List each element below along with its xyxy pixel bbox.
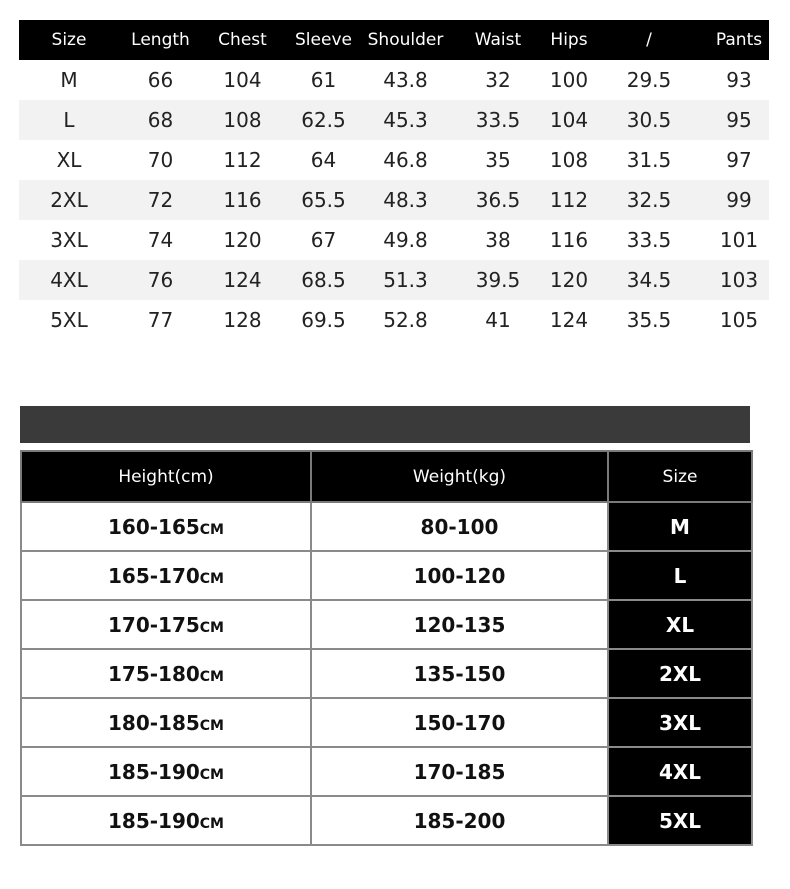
height-range: 165-170	[107, 563, 200, 588]
height-cell	[21, 551, 311, 600]
table-row	[21, 551, 752, 600]
header-sleeve: Sleeve	[283, 20, 364, 60]
table-cell: 108	[549, 148, 589, 172]
table-cell: 36.5	[447, 180, 549, 220]
table-row	[21, 502, 752, 551]
table-cell: 61	[310, 68, 337, 92]
table-row	[21, 747, 752, 796]
table-cell: 2XL	[19, 180, 119, 220]
height-unit: CM	[199, 570, 224, 587]
table-cell: 116	[549, 228, 589, 252]
size-cell: L	[608, 551, 752, 600]
table-cell: XL	[56, 148, 82, 172]
table-cell: 95	[709, 100, 769, 140]
table-row	[21, 796, 752, 845]
table-row	[19, 140, 769, 180]
height-range: 160-165	[107, 514, 200, 539]
table-cell: 124	[202, 260, 283, 300]
table-row	[19, 60, 769, 100]
table-row	[21, 698, 752, 747]
header-pants: Pants	[709, 20, 769, 60]
table-cell: 124	[549, 308, 589, 332]
header-weight: Weight(kg)	[311, 451, 608, 502]
table-cell: 4XL	[19, 260, 119, 300]
height-range: 180-185	[107, 710, 200, 735]
table-cell: 32.5	[589, 180, 709, 220]
table-row	[19, 180, 769, 220]
header-chest: Chest	[202, 20, 283, 60]
table-cell: 93	[726, 68, 752, 92]
header-size: Size	[19, 20, 119, 60]
height-range: 185-190	[107, 759, 200, 784]
table-cell: 51.3	[364, 260, 447, 300]
table-cell: 77	[147, 308, 174, 332]
height-unit: CM	[199, 717, 224, 734]
table-cell: 65.5	[283, 180, 364, 220]
table-cell: 112	[549, 180, 589, 220]
height-cell	[21, 649, 311, 698]
size-cell: 5XL	[608, 796, 752, 845]
header-waist: Waist	[447, 20, 549, 60]
weight-cell: 185-200	[311, 796, 608, 845]
height-unit: CM	[199, 766, 224, 783]
table-cell: 101	[719, 228, 759, 252]
size-cell: 4XL	[608, 747, 752, 796]
table-cell: 120	[549, 260, 589, 300]
table-cell: 104	[549, 100, 589, 140]
table-cell: 33.5	[626, 228, 672, 252]
table-row	[19, 100, 769, 140]
table-cell: 120	[223, 228, 262, 252]
height-weight-table	[20, 450, 753, 846]
weight-cell: 100-120	[311, 551, 608, 600]
table-cell: 49.8	[383, 228, 428, 252]
table-cell: 76	[119, 260, 202, 300]
height-unit: CM	[199, 521, 224, 538]
height-weight-header-row	[21, 451, 752, 502]
height-range: 185-190	[107, 808, 200, 833]
table-cell: 43.8	[383, 68, 428, 92]
size-cell: XL	[608, 600, 752, 649]
size-cell: M	[608, 502, 752, 551]
table-cell: 35.5	[626, 308, 672, 332]
header-height: Height(cm)	[21, 451, 311, 502]
table-cell: 104	[223, 68, 262, 92]
table-cell: 99	[709, 180, 769, 220]
table-cell: M	[60, 68, 78, 92]
table-row	[19, 220, 769, 260]
height-cell	[21, 796, 311, 845]
height-unit: CM	[199, 668, 224, 685]
table-cell: 45.3	[364, 100, 447, 140]
size-chart-header-row	[19, 20, 769, 60]
table-cell: 33.5	[447, 100, 549, 140]
height-unit: CM	[199, 815, 224, 832]
table-cell: 68.5	[283, 260, 364, 300]
table-row	[21, 649, 752, 698]
table-cell: 30.5	[589, 100, 709, 140]
table-cell: 67	[310, 228, 337, 252]
table-cell: 32	[485, 68, 511, 92]
height-cell	[21, 600, 311, 649]
table-row	[19, 260, 769, 300]
table-cell: 39.5	[447, 260, 549, 300]
table-cell: 46.8	[383, 148, 428, 172]
table-cell: 128	[223, 308, 262, 332]
table-cell: 69.5	[301, 308, 346, 332]
table-cell: 3XL	[50, 228, 88, 252]
header-hips: Hips	[549, 20, 589, 60]
table-cell: 34.5	[589, 260, 709, 300]
table-cell: 70	[147, 148, 174, 172]
table-cell: 116	[202, 180, 283, 220]
table-cell: 62.5	[283, 100, 364, 140]
weight-cell: 80-100	[311, 502, 608, 551]
height-unit: CM	[199, 619, 224, 636]
table-cell: 35	[485, 148, 511, 172]
table-cell: 112	[223, 148, 262, 172]
table-cell: 97	[726, 148, 752, 172]
size-chart-table	[19, 20, 769, 340]
table-row	[19, 300, 769, 340]
weight-cell: 135-150	[311, 649, 608, 698]
table-cell: 52.8	[383, 308, 428, 332]
header-recommended-size: Size	[608, 451, 752, 502]
height-cell	[21, 698, 311, 747]
height-range: 175-180	[107, 661, 200, 686]
weight-cell: 170-185	[311, 747, 608, 796]
size-cell: 3XL	[608, 698, 752, 747]
table-cell: 29.5	[626, 68, 672, 92]
table-cell: 103	[709, 260, 769, 300]
height-range: 170-175	[107, 612, 200, 637]
table-cell: 64	[310, 148, 337, 172]
table-cell: 74	[147, 228, 174, 252]
table-cell: 68	[119, 100, 202, 140]
height-cell	[21, 747, 311, 796]
section-divider-bar	[20, 406, 750, 443]
table-cell: 31.5	[626, 148, 672, 172]
header-length: Length	[119, 20, 202, 60]
table-cell: 105	[719, 308, 759, 332]
size-cell: 2XL	[608, 649, 752, 698]
table-cell: 38	[485, 228, 511, 252]
table-cell: 108	[202, 100, 283, 140]
table-cell: 5XL	[50, 308, 88, 332]
table-cell: 48.3	[364, 180, 447, 220]
table-cell: 66	[147, 68, 174, 92]
weight-cell: 120-135	[311, 600, 608, 649]
height-cell	[21, 502, 311, 551]
table-cell: L	[19, 100, 119, 140]
header-shoulder: Shoulder	[364, 20, 447, 60]
table-cell: 100	[549, 68, 589, 92]
weight-cell: 150-170	[311, 698, 608, 747]
header-slash: /	[589, 20, 709, 60]
table-row	[21, 600, 752, 649]
table-cell: 41	[485, 308, 511, 332]
table-cell: 72	[119, 180, 202, 220]
